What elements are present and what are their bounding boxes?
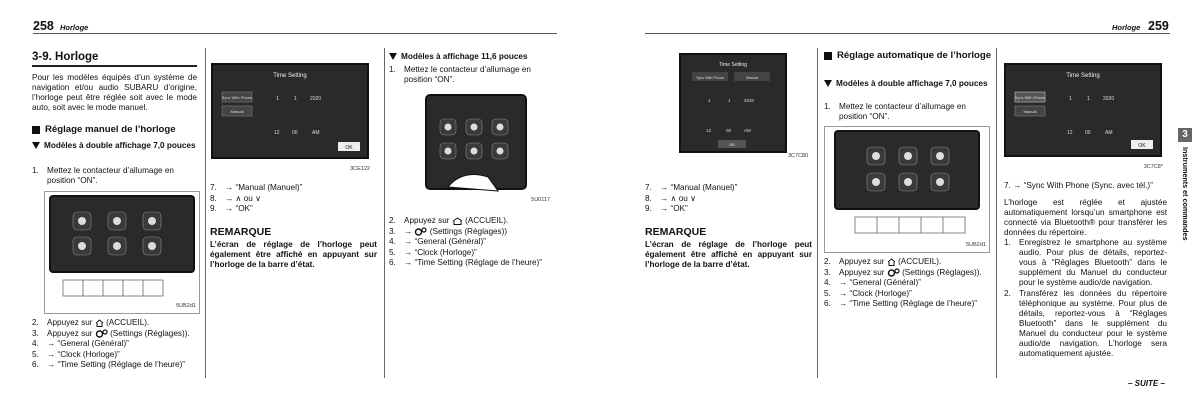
step-item: 1. Mettez le contacteur d’allumage en position “ON”.: [389, 65, 531, 84]
steps-list: [210, 183, 380, 215]
step-item: 4. → “General (Général)”: [824, 278, 921, 287]
settings-icon: [414, 227, 427, 236]
model7-heading: Modèles à double affichage 7,0 pouces: [824, 79, 992, 89]
figure-code: 5UB2d1: [966, 242, 986, 249]
home-screen-116-figure: [418, 91, 550, 204]
sync-paragraph: L’horloge est réglée et ajustée automatiquement lorsqu’un smartphone est connecté via Bluetooth® pour transférer les données du répertoire.: [1004, 198, 1167, 237]
model116-heading: Modèles à affichage 11,6 pouces: [389, 52, 557, 62]
time-setting-illustration: [210, 62, 370, 162]
up-arrow-icon: ∧: [235, 193, 242, 203]
date-month: 1: [708, 98, 711, 103]
time-setting-title: Time Setting: [1066, 73, 1100, 79]
date-year: 2020: [1103, 96, 1115, 102]
step-item: 5. → “Clock (Horloge)”: [32, 349, 120, 359]
time-setting-figure: [678, 52, 808, 162]
step-item: 4. → “General (Général)”: [389, 237, 486, 246]
date-day: 1: [294, 96, 297, 102]
step-item: 3. Appuyez sur (Settings (Réglages)).: [32, 328, 190, 338]
down-arrow-icon: ∨: [255, 193, 262, 203]
ok-label: OK: [729, 142, 735, 147]
home-screen-illustration: [825, 127, 989, 252]
column-divider: [996, 48, 997, 378]
steps-list: [824, 257, 994, 310]
home-screen-figure: [824, 126, 990, 253]
ampm: AM: [744, 128, 751, 133]
sync-list: [1004, 238, 1167, 359]
step-item: 6. → “Time Setting (Réglage de l’heure)”: [389, 258, 543, 267]
step-item: 3. → (Settings (Réglages)): [389, 226, 508, 236]
time-setting-illustration: [1003, 62, 1163, 160]
step-item: 6. → “Time Setting (Réglage de l’heure)”: [824, 299, 978, 308]
ok-label: OK: [345, 145, 353, 151]
sync-item: 2. Transférez les données du répertoire téléphonique au système. Pour plus de détails, reportez-vous à “Réglages Bluetooth” dans le supplément du Manuel du conducteur pour le système audio/de navigation. L’horloge sera automatiquement ajustée.: [1004, 288, 1167, 358]
steps-list: [32, 166, 197, 187]
figure-code: 5U0117: [531, 197, 550, 204]
page-number-left: 258: [33, 19, 54, 33]
model7-heading: Modèles à double affichage 7,0 pouces: [32, 141, 197, 151]
step-item: 8. → ∧ ou ∨: [210, 193, 262, 203]
minute: 00: [726, 128, 732, 133]
column-divider: [384, 48, 385, 378]
remarque-body: L’écran de réglage de l’horloge peut également être affiché en appuyant sur l’horloge de la barre d’état.: [645, 240, 812, 269]
ok-label: OK: [1138, 143, 1146, 149]
step-7: 7. → “Sync With Phone (Sync. avec tél.)”: [1004, 181, 1153, 190]
step-item: 6. → “Time Setting (Réglage de l’heure)”: [32, 360, 186, 369]
hour: 12: [706, 128, 712, 133]
time-setting-title: Time Setting: [273, 73, 307, 79]
date-month: 1: [1069, 96, 1072, 102]
home-icon: [887, 258, 896, 266]
settings-icon: [95, 329, 108, 338]
home-screen-illustration: [45, 192, 199, 313]
manual-label: Manual: [746, 76, 758, 80]
step-item: 1. Mettez le contacteur d’allumage en position “ON”.: [32, 166, 174, 185]
time-setting-figure: [1003, 62, 1163, 171]
step-item: 8. → ∧ ou ∨: [645, 193, 697, 203]
page-number-right: 259: [1148, 19, 1169, 33]
auto-heading: Réglage automatique de l’horloge: [824, 50, 992, 61]
steps-list: [389, 65, 557, 86]
section-rule: [32, 65, 197, 67]
figure-code: 3C7C80: [788, 153, 809, 160]
sync-label: Sync With Phone: [221, 95, 253, 100]
header-rule-right: [645, 33, 1170, 34]
date-month: 1: [276, 96, 279, 102]
step-item: 2. Appuyez sur (ACCUEIL).: [389, 216, 509, 225]
time-setting-title: Time Setting: [719, 62, 747, 68]
figure-code: 5UB2d1: [176, 303, 196, 310]
step-item: 2. Appuyez sur (ACCUEIL).: [824, 257, 942, 266]
step-item: 4. → “General (Général)”: [32, 339, 129, 348]
step-item: 5. → “Clock (Horloge)”: [389, 247, 477, 257]
steps-list: [389, 216, 559, 269]
sync-item: 1. Enregistrez le smartphone au système audio. Pour plus de détails, reportez-vous à “Réglages Bluetooth” dans le supplément du Manuel du conducteur pour le système audio/de navigation.: [1004, 238, 1167, 287]
running-head-right: Horloge: [1112, 23, 1141, 32]
step-item: 3. Appuyez sur (Settings (Réglages)).: [824, 267, 982, 277]
hour: 12: [1067, 130, 1073, 136]
hour: 12: [274, 130, 280, 136]
down-arrow-icon: ∨: [690, 193, 697, 203]
running-head-left: Horloge: [60, 23, 89, 32]
sync-label: Sync With Phone: [696, 76, 724, 80]
figure-code: 3CE122: [350, 166, 370, 173]
manual-label: Manual: [230, 109, 244, 114]
continued-label: – SUITE –: [1128, 379, 1165, 388]
date-day: 1: [728, 98, 731, 103]
minute: 00: [292, 130, 298, 136]
manual-label: Manual: [1023, 109, 1037, 114]
ampm: AM: [312, 130, 320, 136]
chapter-tab-label: Instruments et commandes: [1180, 147, 1190, 241]
home-screen-figure: [44, 191, 200, 314]
header-rule-left: [33, 33, 557, 34]
home-icon: [95, 319, 104, 327]
intro-paragraph: Pour les modèles équipés d’un système de navigation et/ou audio SUBARU d’origine, l’horloge peut être réglée soit avec le mode auto, soit avec le mode manuel.: [32, 73, 197, 112]
step-item: 7. → “Manual (Manuel)”: [645, 183, 738, 192]
date-year: 2020: [310, 96, 322, 102]
remarque-title: REMARQUE: [645, 226, 707, 238]
column-divider: [205, 48, 206, 378]
time-setting-figure: [210, 62, 370, 173]
remarque-title: REMARQUE: [210, 226, 272, 238]
sync-label: Sync With Phone: [1014, 95, 1046, 100]
settings-icon: [887, 268, 900, 277]
column-divider: [817, 48, 818, 378]
step-item: 2. Appuyez sur (ACCUEIL).: [32, 318, 150, 327]
manual-heading: Réglage manuel de l’horloge: [32, 124, 200, 135]
steps-list: [645, 183, 810, 215]
date-day: 1: [1087, 96, 1090, 102]
steps-list: [32, 318, 202, 371]
minute: 00: [1085, 130, 1091, 136]
home-icon: [452, 217, 463, 225]
up-arrow-icon: ∧: [670, 193, 677, 203]
figure-code: 3C7C8*: [1143, 164, 1163, 171]
step-item: 9. → “OK”: [210, 204, 253, 213]
section-title: 3-9. Horloge: [32, 51, 99, 63]
step-item: 5. → “Clock (Horloge)”: [824, 288, 912, 298]
step-item: 9. → “OK”: [645, 204, 688, 213]
steps-list: [824, 102, 992, 123]
ampm: AM: [1105, 130, 1113, 136]
date-year: 2020: [744, 98, 755, 103]
step-item: 7. → “Manual (Manuel)”: [210, 183, 303, 192]
time-setting-illustration: [678, 52, 788, 154]
step-item: 1. Mettez le contacteur d’allumage en position “ON”.: [824, 102, 966, 121]
remarque-body: L’écran de réglage de l’horloge peut également être affiché en appuyant sur l’horloge de la barre d’état.: [210, 240, 377, 269]
chapter-tab-number: 3: [1178, 128, 1192, 142]
home-screen-116-illustration: [418, 91, 550, 195]
